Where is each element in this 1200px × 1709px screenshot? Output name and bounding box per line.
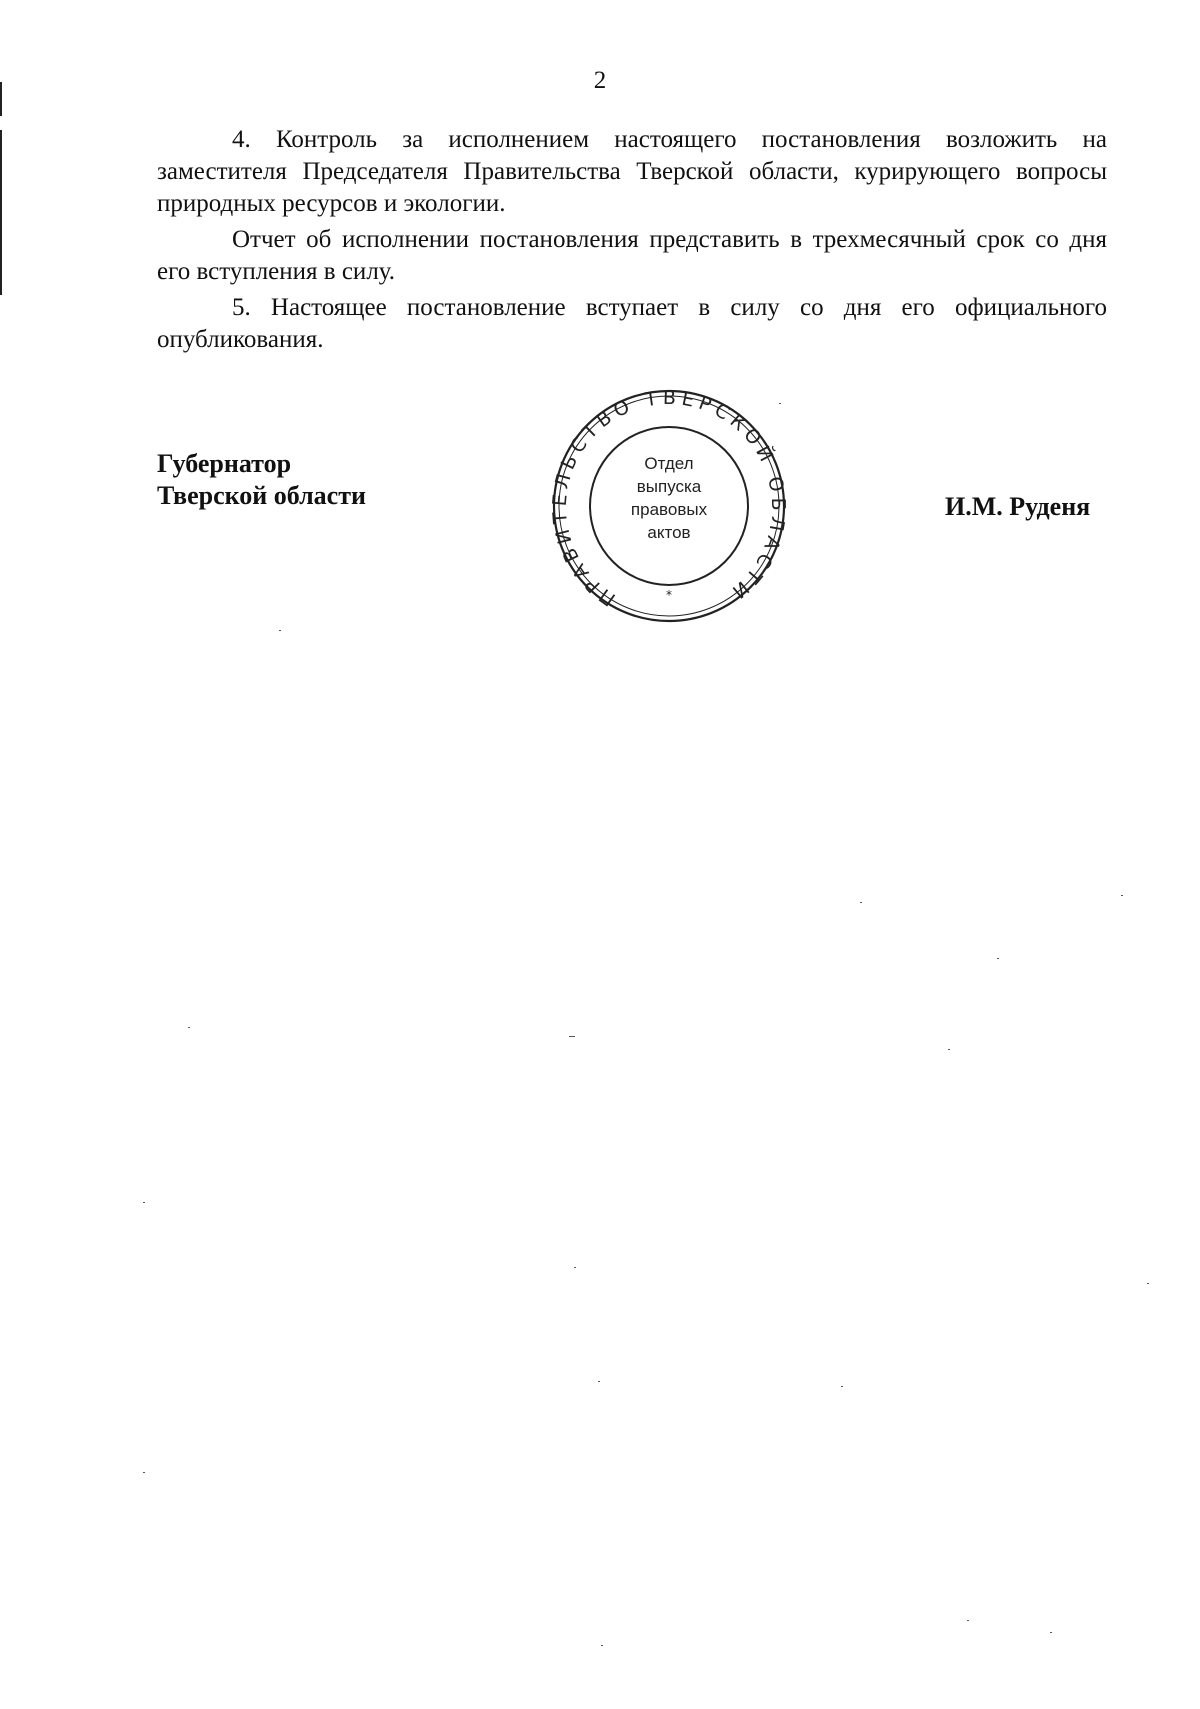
- scan-speck: [598, 1381, 600, 1382]
- paragraph-report: Отчет об исполнении постановления представить в трехмесячный срок со дня его вступления в силу.: [157, 226, 1107, 285]
- scan-speck: [569, 1036, 575, 1037]
- scan-speck: [948, 1049, 950, 1050]
- scan-edge-mark: [0, 130, 2, 295]
- scan-speck: [1147, 1283, 1149, 1284]
- signatory-title-line: Тверской области: [157, 481, 366, 510]
- scan-speck: [967, 1620, 969, 1621]
- scan-speck: [574, 1267, 576, 1268]
- scan-speck: [860, 902, 862, 903]
- scan-speck: [143, 1202, 145, 1203]
- scan-speck: [997, 958, 999, 959]
- stamp-center-line: актов: [647, 523, 691, 542]
- signatory-title: [157, 448, 366, 512]
- page-number: 2: [593, 67, 607, 94]
- scan-speck: [1050, 1632, 1052, 1633]
- stamp-center-line: выпуска: [636, 477, 702, 496]
- scan-speck: [1121, 895, 1123, 896]
- stamp-center-text: [595, 452, 743, 544]
- scan-speck: [601, 1645, 603, 1646]
- scan-speck: [279, 630, 281, 631]
- official-stamp: [551, 388, 787, 624]
- document-body: [157, 124, 1107, 356]
- scan-speck: [143, 1472, 145, 1473]
- scan-speck: [841, 1386, 843, 1387]
- stamp-ring-text: ПРАВИТЕЛЬСТВО ТВЕРСКОЙ ОБЛАСТИ: [551, 388, 787, 611]
- stamp-center-line: правовых: [630, 500, 708, 519]
- stamp-star: *: [666, 588, 672, 602]
- scan-speck: [188, 1027, 190, 1028]
- paragraph-item-4: 4. Контроль за исполнением настоящего постановления возложить на заместителя Председателя Правительства Тверской области, курирующего вопросы природных ресурсов и экологии.: [157, 126, 1107, 217]
- paragraph-item-5: 5. Настоящее постановление вступает в силу со дня его официального опубликования.: [157, 294, 1107, 353]
- scan-speck: [779, 403, 781, 404]
- signatory-name: И.М. Руденя: [945, 492, 1091, 521]
- signatory-title-line: Губернатор: [157, 449, 292, 478]
- stamp-center-line: Отдел: [644, 454, 694, 473]
